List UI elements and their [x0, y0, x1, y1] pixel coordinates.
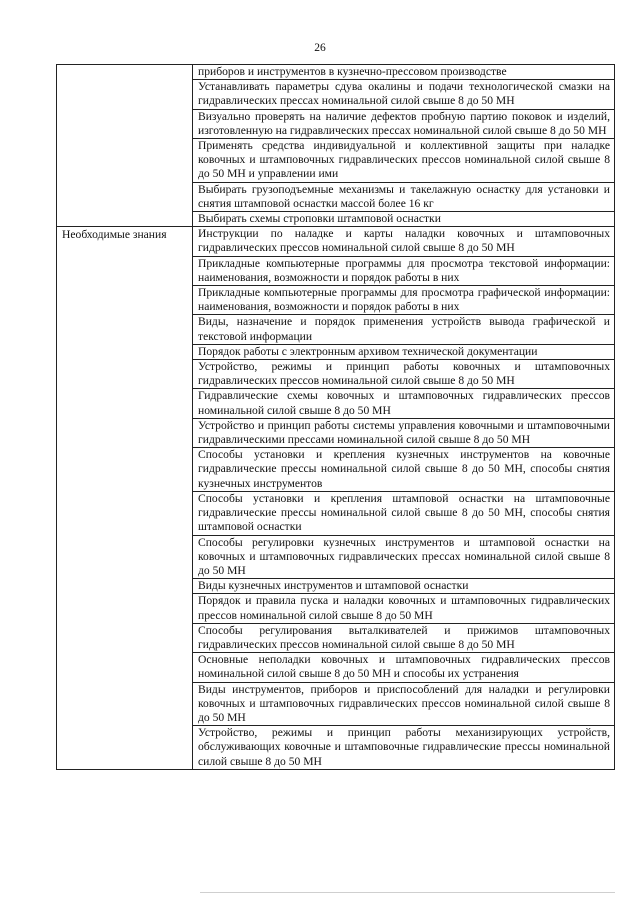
skill-item: Выбирать грузоподъемные механизмы и такелажную оснастку для установки и снятия штамповой оснастки массой более 16 кг — [193, 182, 615, 211]
knowledge-item: Порядок и правила пуска и наладки ковочных и штамповочных гидравлических прессов номинальной силой свыше 8 до 50 МН — [193, 594, 615, 623]
knowledge-item: Способы регулирования выталкивателей и прижимов штамповочных гидравлических прессов номинальной силой свыше 8 до 50 МН — [193, 623, 615, 652]
knowledge-item: Способы установки и крепления штамповой оснастки на штамповочные гидравлические прессы номинальной силой свыше 8 до 50 МН, способы снятия штамповой оснастки — [193, 491, 615, 535]
knowledge-label: Необходимые знания — [62, 228, 167, 242]
knowledge-item: Виды кузнечных инструментов и штамповой оснастки — [193, 579, 615, 594]
knowledge-item: Устройство и принцип работы системы управления ковочными и штамповочными гидравлическими прессами номинальной силой свыше 8 до 50 МН — [193, 418, 615, 447]
knowledge-item: Прикладные компьютерные программы для просмотра графической информации: наименования, возможности и порядок работы в них — [193, 286, 615, 315]
page-number: 26 — [314, 42, 326, 54]
knowledge-item: Прикладные компьютерные программы для просмотра текстовой информации: наименования, возможности и порядок работы в них — [193, 256, 615, 285]
knowledge-item: Способы регулировки кузнечных инструментов и штамповой оснастки на ковочных и штамповочных гидравлических прессах номинальной силой свыше 8 до 50 МН — [193, 535, 615, 579]
knowledge-item: Виды, назначение и порядок применения устройств вывода графической и текстовой информации — [193, 315, 615, 344]
knowledge-item: Порядок работы с электронным архивом технической документации — [193, 344, 615, 359]
skills-label-cell — [57, 65, 193, 227]
skill-item: Применять средства индивидуальной и коллективной защиты при наладке ковочных и штамповочных гидравлических прессов номинальной силой свыше 8 до 50 МН и управлении ими — [193, 139, 615, 183]
table-row — [57, 227, 615, 256]
knowledge-item: Устройство, режимы и принцип работы ковочных и штамповочных гидравлических прессов номинальной силой свыше 8 до 50 МН — [193, 360, 615, 389]
knowledge-label-cell — [57, 227, 193, 770]
knowledge-item: Основные неполадки ковочных и штамповочных гидравлических прессов номинальной силой свыше 8 до 50 МН и способы их устранения — [193, 653, 615, 682]
knowledge-item: Виды инструментов, приборов и приспособлений для наладки и регулировки ковочных и штамповочных гидравлических прессов номинальной силой свыше 8 до 50 МН — [193, 682, 615, 726]
knowledge-item: Устройство, режимы и принцип работы механизирующих устройств, обслуживающих ковочные и штамповочные гидравлические прессы номинальной силой свыше 8 до 50 МН — [193, 726, 615, 770]
skill-item: Визуально проверять на наличие дефектов пробную партию поковок и изделий, изготовленную на гидравлических прессах номинальной силой свыше 8 до 50 МН — [193, 109, 615, 138]
skill-item: приборов и инструментов в кузнечно-прессовом производстве — [193, 65, 615, 80]
knowledge-item: Способы установки и крепления кузнечных инструментов на ковочные гидравлические прессы номинальной силой свыше 8 до 50 МН, способы снятия кузнечных инструментов — [193, 448, 615, 492]
skill-item: Выбирать схемы строповки штамповой оснастки — [193, 212, 615, 227]
requirements-table — [56, 64, 615, 770]
bottom-divider — [200, 892, 615, 893]
skill-item: Устанавливать параметры сдува окалины и подачи технологической смазки на гидравлических прессах номинальной силой свыше 8 до 50 МН — [193, 80, 615, 109]
knowledge-item: Инструкции по наладке и карты наладки ковочных и штамповочных гидравлических прессов номинальной силой свыше 8 до 50 МН — [193, 227, 615, 256]
table-row — [57, 65, 615, 80]
knowledge-item: Гидравлические схемы ковочных и штамповочных гидравлических прессов номинальной силой свыше 8 до 50 МН — [193, 389, 615, 418]
